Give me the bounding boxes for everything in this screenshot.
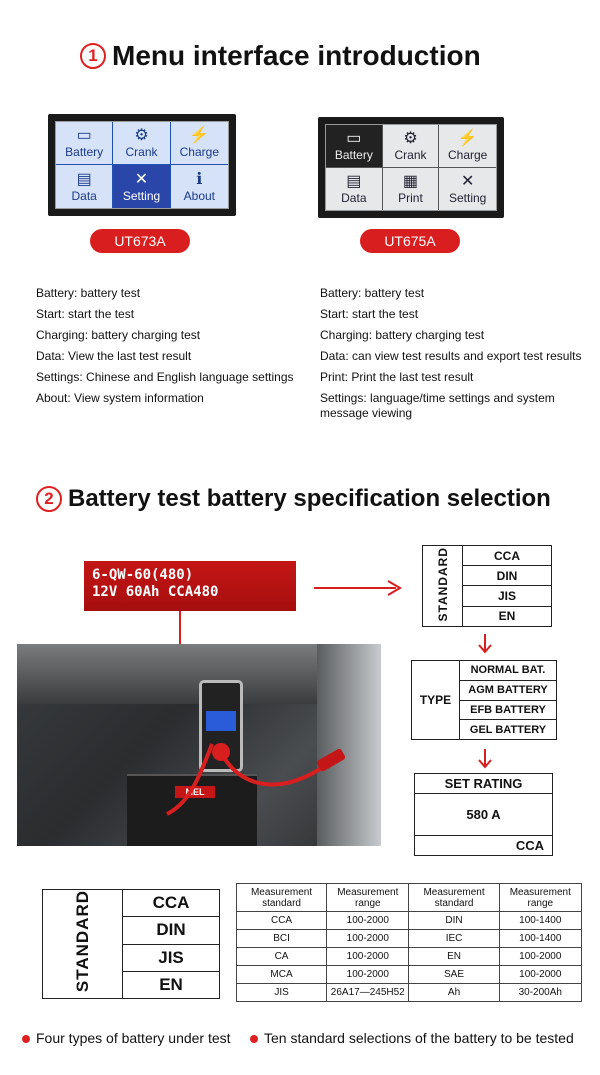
type-option-gel: GEL BATTERY xyxy=(460,720,557,740)
description-line: Start: start the test xyxy=(320,307,419,321)
type-option-normal: NORMAL BAT. xyxy=(460,661,557,681)
menu-label: Battery xyxy=(334,147,373,162)
ut675a-model-badge: UT675A xyxy=(360,229,460,253)
ut673a-menu-setting xyxy=(113,165,170,208)
menu-label: About xyxy=(183,188,215,203)
label-line1: 6-QW-60(480) xyxy=(92,567,194,583)
ut673a-menu-battery xyxy=(56,122,113,165)
ut673a-description xyxy=(36,283,306,409)
table-row xyxy=(237,912,582,930)
bullet-dot-icon xyxy=(250,1035,258,1043)
menu-label: Crank xyxy=(394,147,427,162)
type-box-header: TYPE xyxy=(412,661,460,740)
description-line: Settings: language/time settings and system xyxy=(320,391,555,405)
ut675a-menu-charge xyxy=(439,125,496,168)
big-standard-din: DIN xyxy=(123,917,220,944)
table-cell: 100-2000 xyxy=(327,966,409,984)
ut673a-menu-crank xyxy=(113,122,170,165)
menu-label: Data xyxy=(341,190,367,205)
table-cell: CCA xyxy=(237,912,327,930)
measurement-header: Measurement standard xyxy=(237,884,327,912)
description-line: Data: View the last test result xyxy=(36,349,192,363)
ut675a-menu-setting xyxy=(439,168,496,211)
measurement-header: Measurement range xyxy=(327,884,409,912)
about-icon: ℹ xyxy=(196,170,203,188)
charge-icon: ⚡ xyxy=(457,129,478,147)
big-standard-header: STANDARD xyxy=(43,890,123,999)
table-cell: IEC xyxy=(409,930,499,948)
table-cell: BCI xyxy=(237,930,327,948)
table-cell: 26A17—245H52 xyxy=(327,984,409,1002)
ut675a-menu-print xyxy=(383,168,440,211)
menu-label: Print xyxy=(398,190,423,205)
table-row xyxy=(237,930,582,948)
table-cell: CA xyxy=(237,948,327,966)
engine-bay-photo xyxy=(17,644,381,846)
ut675a-menu-crank xyxy=(383,125,440,168)
ut673a-menu-charge xyxy=(171,122,228,165)
rating-unit: CCA xyxy=(415,836,553,856)
arrow-down-icon xyxy=(477,748,493,770)
big-standard-cca: CCA xyxy=(123,890,220,917)
battery-icon: ▭ xyxy=(346,129,362,147)
ut673a-menu-about xyxy=(171,165,228,208)
table-cell: 100-2000 xyxy=(499,948,581,966)
table-cell: 30-200Ah xyxy=(499,984,581,1002)
rating-header: SET RATING xyxy=(415,774,553,794)
bullet-dot-icon xyxy=(22,1035,30,1043)
table-cell: SAE xyxy=(409,966,499,984)
clamp-cables xyxy=(157,734,357,834)
description-line: Data: can view test results and export test results xyxy=(320,349,582,363)
tester-screen xyxy=(206,711,236,731)
table-cell: MCA xyxy=(237,966,327,984)
ut675a-description xyxy=(320,283,590,424)
menu-label: Setting xyxy=(448,190,487,205)
ut673a-screen xyxy=(48,114,236,216)
menu-label: Charge xyxy=(179,145,219,159)
description-line: Battery: battery test xyxy=(36,286,141,300)
description-line: message viewing xyxy=(320,406,413,420)
menu-label: Setting xyxy=(122,188,161,203)
arrow-down-icon xyxy=(477,633,493,655)
battery-icon: ▭ xyxy=(76,127,92,144)
table-cell: 100-1400 xyxy=(499,912,581,930)
data-icon: ▤ xyxy=(346,172,362,190)
data-icon: ▤ xyxy=(76,170,92,188)
footer-right xyxy=(250,1030,574,1046)
type-option-agm: AGM BATTERY xyxy=(460,680,557,700)
big-standard-en: EN xyxy=(123,971,220,998)
table-cell: 100-2000 xyxy=(327,948,409,966)
table-cell: JIS xyxy=(237,984,327,1002)
ut675a-menu-battery xyxy=(326,125,383,168)
table-row xyxy=(237,984,582,1002)
description-line: Battery: battery test xyxy=(320,286,425,300)
description-line: Print: Print the last test result xyxy=(320,370,474,384)
section1-title xyxy=(80,40,481,72)
description-line: Charging: battery charging test xyxy=(320,328,485,342)
crank-icon: ⚙ xyxy=(134,127,149,144)
section2-title-text: Battery test battery specification selection xyxy=(68,485,551,512)
menu-label: Crank xyxy=(125,145,158,159)
battery-type-box xyxy=(411,660,557,740)
standard-option-din: DIN xyxy=(463,566,552,586)
big-standard-box xyxy=(42,889,220,999)
footer-left-text: Four types of battery under test xyxy=(36,1030,231,1046)
table-cell: 100-2000 xyxy=(499,966,581,984)
print-icon: ▦ xyxy=(402,172,419,190)
section2-number: 2 xyxy=(36,486,62,512)
set-rating-box xyxy=(414,773,553,856)
description-line: About: View system information xyxy=(36,391,204,405)
rating-value: 580 A xyxy=(415,794,553,836)
ut673a-model-badge: UT673A xyxy=(90,229,190,253)
ut675a-menu-data xyxy=(326,168,383,211)
section2-title xyxy=(36,485,551,513)
menu-label: Data xyxy=(71,188,97,203)
setting-icon: ✕ xyxy=(460,172,475,190)
battery-sticker: MEL xyxy=(175,786,215,798)
standard-box-header: STANDARD xyxy=(423,546,463,627)
table-cell: DIN xyxy=(409,912,499,930)
standard-option-cca: CCA xyxy=(463,546,552,566)
battery-label-closeup xyxy=(84,561,296,611)
crank-icon: ⚙ xyxy=(403,129,418,147)
footer-right-text: Ten standard selections of the battery to be tested xyxy=(264,1030,574,1046)
description-line: Settings: Chinese and English language settings xyxy=(36,370,294,384)
ut675a-screen xyxy=(318,117,504,218)
table-cell: Ah xyxy=(409,984,499,1002)
setting-icon: ✕ xyxy=(134,170,149,188)
measurement-header: Measurement range xyxy=(499,884,581,912)
type-option-efb: EFB BATTERY xyxy=(460,700,557,720)
table-cell: EN xyxy=(409,948,499,966)
table-row xyxy=(237,966,582,984)
section1-title-text: Menu interface introduction xyxy=(112,40,481,71)
footer-left xyxy=(22,1030,231,1046)
table-cell: 100-1400 xyxy=(499,930,581,948)
table-cell: 100-2000 xyxy=(327,930,409,948)
ut673a-menu-data xyxy=(56,165,113,208)
label-line2: 12V 60Ah CCA480 xyxy=(92,584,219,600)
measurement-table xyxy=(236,883,582,1002)
standard-option-en: EN xyxy=(463,606,552,626)
charge-icon: ⚡ xyxy=(189,127,210,144)
table-cell: 100-2000 xyxy=(327,912,409,930)
standard-option-jis: JIS xyxy=(463,586,552,606)
measurement-header: Measurement standard xyxy=(409,884,499,912)
big-standard-jis: JIS xyxy=(123,944,220,971)
menu-label: Charge xyxy=(447,147,488,162)
section1-number: 1 xyxy=(80,43,106,69)
menu-label: Battery xyxy=(65,145,104,159)
description-line: Start: start the test xyxy=(36,307,135,321)
description-line: Charging: battery charging test xyxy=(36,328,201,342)
standard-selection-box xyxy=(422,545,552,627)
table-row xyxy=(237,948,582,966)
arrow-right-icon xyxy=(312,578,408,598)
